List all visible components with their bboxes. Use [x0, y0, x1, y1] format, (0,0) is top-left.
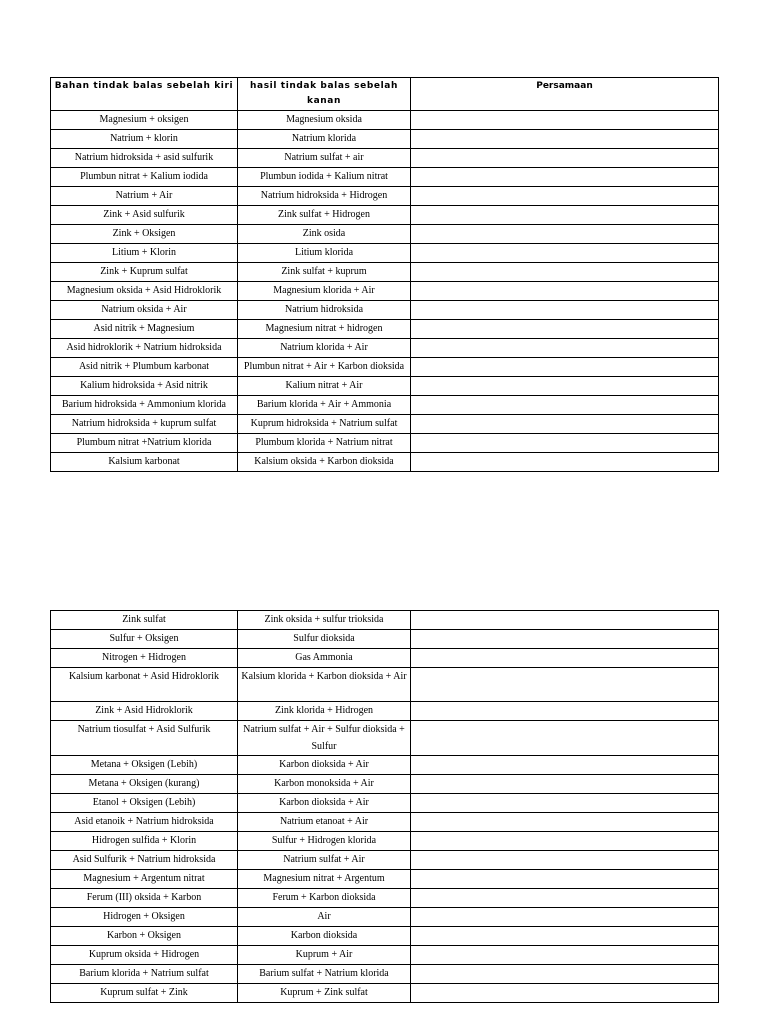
cell-reactants: Barium hidroksida + Ammonium klorida: [51, 396, 238, 415]
cell-reactants: Asid nitrik + Plumbum karbonat: [51, 358, 238, 377]
cell-equation[interactable]: [411, 434, 719, 453]
cell-reactants: Kuprum sulfat + Zink: [51, 984, 238, 1003]
cell-equation[interactable]: [411, 965, 719, 984]
table-row: [51, 813, 719, 832]
cell-reactants: Magnesium + oksigen: [51, 111, 238, 130]
cell-equation[interactable]: [411, 320, 719, 339]
table-row: [51, 702, 719, 721]
table-row: [51, 794, 719, 813]
table-header-row: [51, 78, 719, 111]
cell-products: Kalsium oksida + Karbon dioksida: [238, 453, 411, 472]
table-row: [51, 301, 719, 320]
cell-equation[interactable]: [411, 377, 719, 396]
table-row: [51, 244, 719, 263]
table-row: [51, 870, 719, 889]
cell-reactants: Plumbum nitrat +Natrium klorida: [51, 434, 238, 453]
table-row: [51, 434, 719, 453]
cell-reactants: Natrium hidroksida + asid sulfurik: [51, 149, 238, 168]
cell-reactants: Litium + Klorin: [51, 244, 238, 263]
cell-reactants: Magnesium oksida + Asid Hidroklorik: [51, 282, 238, 301]
cell-products: Barium sulfat + Natrium klorida: [238, 965, 411, 984]
cell-products: Sulfur + Hidrogen klorida: [238, 832, 411, 851]
table-row: [51, 668, 719, 702]
cell-products: Natrium sulfat + Air: [238, 851, 411, 870]
cell-reactants: Asid Sulfurik + Natrium hidroksida: [51, 851, 238, 870]
table-row: [51, 187, 719, 206]
table-row: [51, 282, 719, 301]
table-row: [51, 984, 719, 1003]
cell-equation[interactable]: [411, 649, 719, 668]
cell-products: Plumbun nitrat + Air + Karbon dioksida: [238, 358, 411, 377]
cell-reactants: Hidrogen + Oksigen: [51, 908, 238, 927]
cell-products: Ferum + Karbon dioksida: [238, 889, 411, 908]
cell-reactants: Natrium hidroksida + kuprum sulfat: [51, 415, 238, 434]
table-row: [51, 415, 719, 434]
cell-products: Karbon dioksida + Air: [238, 756, 411, 775]
table-row: [51, 889, 719, 908]
cell-products: Barium klorida + Air + Ammonia: [238, 396, 411, 415]
table-row: [51, 946, 719, 965]
cell-equation[interactable]: [411, 946, 719, 965]
table-row: [51, 111, 719, 130]
cell-products: Magnesium nitrat + hidrogen: [238, 320, 411, 339]
cell-equation[interactable]: [411, 358, 719, 377]
cell-products: Kalium nitrat + Air: [238, 377, 411, 396]
table-row: [51, 377, 719, 396]
cell-equation[interactable]: [411, 794, 719, 813]
cell-equation[interactable]: [411, 187, 719, 206]
cell-products: Zink osida: [238, 225, 411, 244]
cell-products: Gas Ammonia: [238, 649, 411, 668]
cell-reactants: Zink sulfat: [51, 611, 238, 630]
cell-reactants: Kalsium karbonat: [51, 453, 238, 472]
cell-reactants: Zink + Oksigen: [51, 225, 238, 244]
cell-reactants: Zink + Asid sulfurik: [51, 206, 238, 225]
cell-reactants: Kuprum oksida + Hidrogen: [51, 946, 238, 965]
cell-equation[interactable]: [411, 721, 719, 756]
table-row: [51, 453, 719, 472]
cell-products: Magnesium nitrat + Argentum: [238, 870, 411, 889]
cell-reactants: Zink + Asid Hidroklorik: [51, 702, 238, 721]
cell-reactants: Metana + Oksigen (kurang): [51, 775, 238, 794]
header-equation: Persamaan: [411, 78, 719, 111]
cell-equation[interactable]: [411, 832, 719, 851]
table-row: [51, 851, 719, 870]
table-row: [51, 339, 719, 358]
cell-equation[interactable]: [411, 396, 719, 415]
cell-products: Kuprum + Zink sulfat: [238, 984, 411, 1003]
cell-equation[interactable]: [411, 263, 719, 282]
cell-reactants: Kalium hidroksida + Asid nitrik: [51, 377, 238, 396]
cell-products: Zink klorida + Hidrogen: [238, 702, 411, 721]
cell-equation[interactable]: [411, 301, 719, 320]
cell-reactants: Kalsium karbonat + Asid Hidroklorik: [51, 668, 238, 702]
header-reactants: Bahan tindak balas sebelah kiri: [51, 78, 238, 111]
cell-reactants: Karbon + Oksigen: [51, 927, 238, 946]
cell-equation[interactable]: [411, 168, 719, 187]
table-row: [51, 611, 719, 630]
table-row: [51, 168, 719, 187]
cell-products: Magnesium klorida + Air: [238, 282, 411, 301]
cell-equation[interactable]: [411, 630, 719, 649]
cell-products: Zink sulfat + Hidrogen: [238, 206, 411, 225]
cell-products: Natrium sulfat + Air + Sulfur dioksida + Sulfur: [238, 721, 411, 756]
reaction-table-2-body: [51, 611, 719, 1003]
table-row: [51, 263, 719, 282]
cell-products: Karbon monoksida + Air: [238, 775, 411, 794]
cell-products: Zink oksida + sulfur trioksida: [238, 611, 411, 630]
cell-reactants: Magnesium + Argentum nitrat: [51, 870, 238, 889]
cell-reactants: Natrium tiosulfat + Asid Sulfurik: [51, 721, 238, 756]
cell-equation[interactable]: [411, 611, 719, 630]
cell-equation[interactable]: [411, 851, 719, 870]
cell-equation[interactable]: [411, 870, 719, 889]
table-row: [51, 630, 719, 649]
cell-reactants: Plumbun nitrat + Kalium iodida: [51, 168, 238, 187]
table-row: [51, 649, 719, 668]
cell-products: Natrium hidroksida: [238, 301, 411, 320]
table-row: [51, 927, 719, 946]
cell-reactants: Ferum (III) oksida + Karbon: [51, 889, 238, 908]
cell-equation[interactable]: [411, 282, 719, 301]
table-row: [51, 908, 719, 927]
cell-products: Natrium hidroksida + Hidrogen: [238, 187, 411, 206]
cell-products: Plumbum klorida + Natrium nitrat: [238, 434, 411, 453]
table-row: [51, 396, 719, 415]
table-row: [51, 358, 719, 377]
cell-reactants: Asid etanoik + Natrium hidroksida: [51, 813, 238, 832]
cell-products: Zink sulfat + kuprum: [238, 263, 411, 282]
table-row: [51, 206, 719, 225]
table-row: [51, 832, 719, 851]
cell-reactants: Sulfur + Oksigen: [51, 630, 238, 649]
cell-equation[interactable]: [411, 244, 719, 263]
cell-equation[interactable]: [411, 908, 719, 927]
cell-reactants: Metana + Oksigen (Lebih): [51, 756, 238, 775]
cell-equation[interactable]: [411, 149, 719, 168]
cell-equation[interactable]: [411, 927, 719, 946]
cell-products: Karbon dioksida: [238, 927, 411, 946]
table-row: [51, 320, 719, 339]
cell-reactants: Natrium + Air: [51, 187, 238, 206]
cell-products: Sulfur dioksida: [238, 630, 411, 649]
cell-products: Kalsium klorida + Karbon dioksida + Air: [238, 668, 411, 702]
table-row: [51, 130, 719, 149]
cell-equation[interactable]: [411, 111, 719, 130]
cell-equation[interactable]: [411, 225, 719, 244]
table-row: [51, 775, 719, 794]
table-row: [51, 149, 719, 168]
cell-equation[interactable]: [411, 453, 719, 472]
table-row: [51, 965, 719, 984]
cell-products: Plumbun iodida + Kalium nitrat: [238, 168, 411, 187]
cell-products: Natrium klorida + Air: [238, 339, 411, 358]
cell-equation[interactable]: [411, 775, 719, 794]
cell-products: Magnesium oksida: [238, 111, 411, 130]
cell-equation[interactable]: [411, 339, 719, 358]
cell-products: Natrium etanoat + Air: [238, 813, 411, 832]
header-products: hasil tindak balas sebelah kanan: [238, 78, 411, 111]
reaction-table-1: [50, 77, 719, 472]
cell-reactants: Natrium oksida + Air: [51, 301, 238, 320]
cell-reactants: Asid hidroklorik + Natrium hidroksida: [51, 339, 238, 358]
cell-reactants: Zink + Kuprum sulfat: [51, 263, 238, 282]
cell-reactants: Natrium + klorin: [51, 130, 238, 149]
cell-equation[interactable]: [411, 889, 719, 908]
table-row: [51, 225, 719, 244]
cell-reactants: Nitrogen + Hidrogen: [51, 649, 238, 668]
table-row: [51, 721, 719, 756]
cell-equation[interactable]: [411, 130, 719, 149]
reaction-table-1-body: [51, 111, 719, 472]
cell-products: Kuprum + Air: [238, 946, 411, 965]
cell-reactants: Hidrogen sulfida + Klorin: [51, 832, 238, 851]
reaction-table-2: [50, 610, 719, 1003]
cell-equation[interactable]: [411, 702, 719, 721]
cell-products: Natrium klorida: [238, 130, 411, 149]
table-row: [51, 756, 719, 775]
cell-products: Kuprum hidroksida + Natrium sulfat: [238, 415, 411, 434]
cell-products: Litium klorida: [238, 244, 411, 263]
cell-equation[interactable]: [411, 668, 719, 702]
cell-equation[interactable]: [411, 813, 719, 832]
cell-reactants: Barium klorida + Natrium sulfat: [51, 965, 238, 984]
cell-equation[interactable]: [411, 984, 719, 1003]
cell-products: Natrium sulfat + air: [238, 149, 411, 168]
cell-equation[interactable]: [411, 756, 719, 775]
cell-products: Air: [238, 908, 411, 927]
cell-products: Karbon dioksida + Air: [238, 794, 411, 813]
cell-reactants: Etanol + Oksigen (Lebih): [51, 794, 238, 813]
cell-equation[interactable]: [411, 415, 719, 434]
cell-reactants: Asid nitrik + Magnesium: [51, 320, 238, 339]
cell-equation[interactable]: [411, 206, 719, 225]
